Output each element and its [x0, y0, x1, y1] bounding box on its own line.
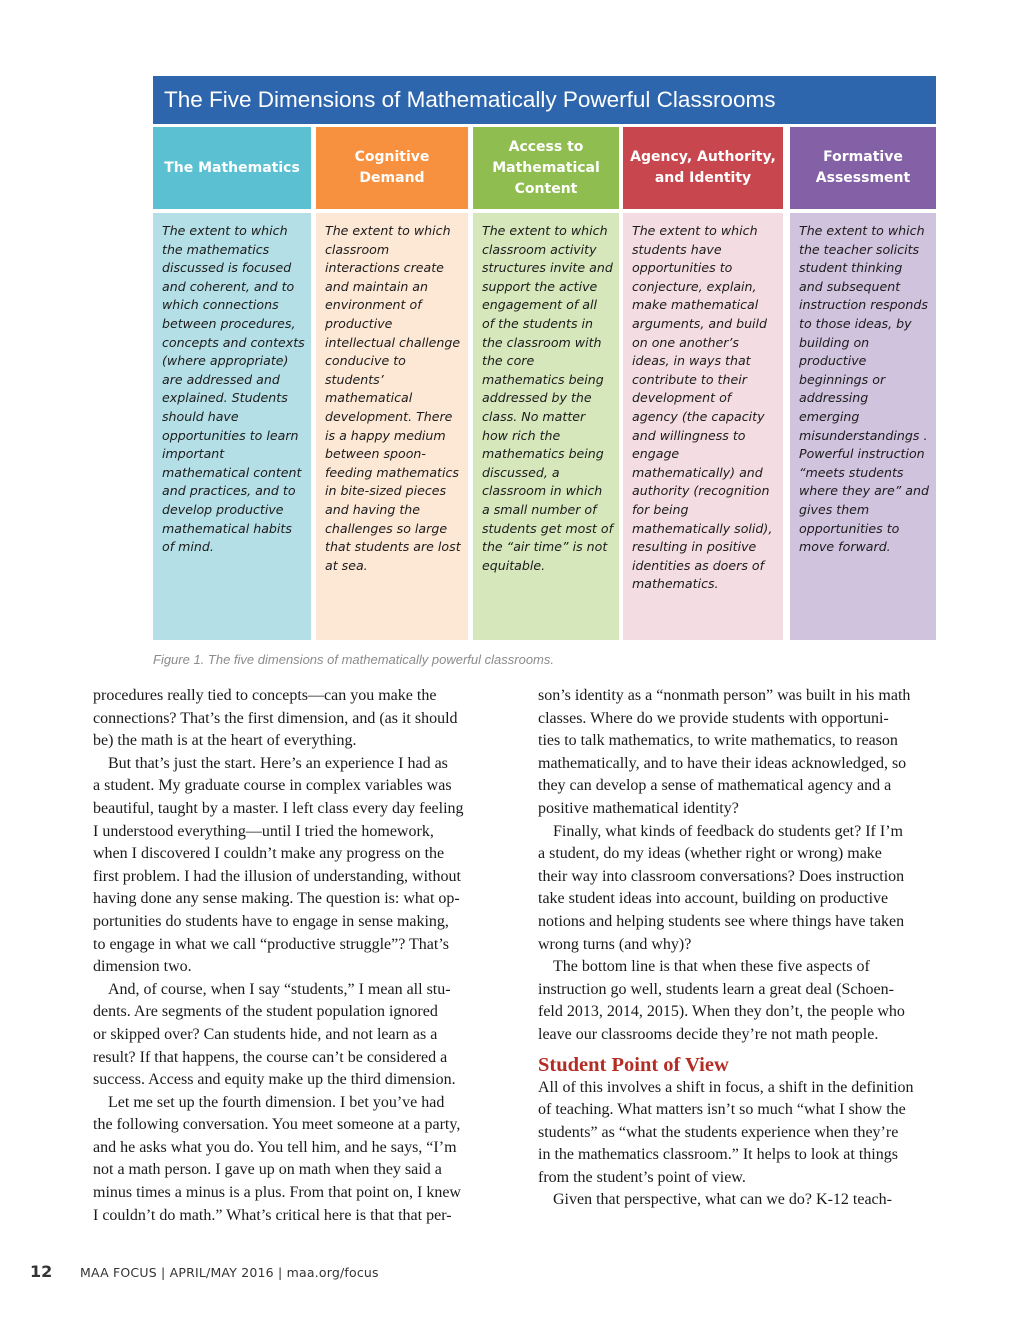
dimension-heading: The Mathematics — [153, 127, 311, 209]
dimension-description: The extent to which classroom activity structures invite and support the active engagement of all of the students in the classroom with the core mathematics being addressed by the class. No matter how rich the mathematics being discussed, a classroom in which a small number of students get most of the “air time” is not equitable. — [473, 213, 619, 640]
dimension-column-access — [473, 127, 619, 640]
dimension-heading: Access to Mathematical Content — [473, 127, 619, 209]
article-column-left — [93, 685, 523, 1227]
paragraph: procedures really tied to concepts—can you make the connections? That’s the first dimension, and (as it should be) the math is at the heart of everything. — [93, 687, 458, 750]
dimension-column-formative-assessment — [790, 127, 936, 640]
paragraph: son’s identity as a “nonmath person” was built in his math classes. Where do we provide students with opportuni- ties to talk mathematics, to write mathematics, to reason mathematically, and to have their ideas acknowledged, so they can develop a sense of mathematical agency and a positive mathematical identity? — [538, 687, 911, 817]
paragraph: Let me set up the fourth dimension. I bet you’ve had the following conversation. You meet someone at a party, and he asks what you do. You tell him, and he says, “I’m not a math person. I gave up on math when they said a minus times a minus is a plus. From that point on, I knew I couldn’t do math.” What’s critical here is that that per- — [93, 1093, 461, 1224]
dimension-column-cognitive-demand — [316, 127, 468, 640]
paragraph: Finally, what kinds of feedback do students get? If I’m a student, do my ideas (whether right or wrong) make their way into classroom conversations? Does instruction take student ideas into account, building on productive notions and helping students see where things have taken wrong turns (and why)? — [538, 822, 905, 953]
dimension-column-agency — [623, 127, 783, 640]
dimension-description: The extent to which the mathematics discussed is focused and coherent, and to which connections between procedures, concepts and contexts (where appropriate) are addressed and explained. Students should have opportunities to learn important mathematical content and practices, and to develop productive mathematical habits of mind. — [153, 213, 311, 640]
paragraph: Given that perspective, what can we do? K-12 teach- — [553, 1191, 892, 1209]
paragraph: But that’s just the start. Here’s an experience I had as a student. My graduate course in complex variables was beautiful, taught by a master. I left class every day feeling I understood everything—until I tried the homework, when I discovered I couldn’t make any progress on the first problem. I had the illusion of understanding, without having done any sense making. The question is: what op- portunities do students have to engage in sense making, to engage in what we call “productive struggle”? That’s dimension two. — [93, 754, 464, 976]
paragraph: And, of course, when I say “students,” I mean all stu- dents. Are segments of the student population ignored or skipped over? Can students hide, and not learn as a result? If that happens, the course can’t be considered a success. Access and equity make up the third dimension. — [93, 980, 456, 1089]
page-number: 12 — [30, 1262, 53, 1281]
paragraph: All of this involves a shift in focus, a shift in the definition of teaching. What matters isn’t so much “what I show the students” as “what the students experience when they’re in the mathematics classroom.” It helps to look at things from the student’s point of view. — [538, 1078, 914, 1186]
section-heading: Student Point of View — [538, 1053, 729, 1076]
page-footer — [30, 1262, 379, 1281]
figure-title: The Five Dimensions of Mathematically Powerful Classrooms — [153, 76, 936, 124]
paragraph: The bottom line is that when these five aspects of instruction go well, students learn a great deal (Schoen- feld 2013, 2014, 2015). When they don’t, the people who leave our classrooms decide they’re not math people. — [538, 958, 905, 1043]
figure-caption: Figure 1. The five dimensions of mathematically powerful classrooms. — [153, 652, 554, 667]
footer-publication: MAA FOCUS | APRIL/MAY 2016 | maa.org/focus — [80, 1265, 379, 1280]
dimension-heading: Cognitive Demand — [316, 127, 468, 209]
dimension-description: The extent to which the teacher solicits student thinking and subsequent instruction responds to those ideas, by building on productive beginnings or addressing emerging misunderstandings . Powerful instruction “meets students where they are” and gives them opportunities to move forward. — [790, 213, 936, 640]
article-column-right — [538, 685, 974, 1212]
dimension-heading: Agency, Authority, and Identity — [623, 127, 783, 209]
dimension-description: The extent to which classroom interactions create and maintain an environment of productive intellectual challenge conducive to students’ mathematical development. There is a happy medium between spoon- feeding mathematics in bite-sized pieces and having the challenges so large that students are lost at sea. — [316, 213, 468, 640]
dimension-column-mathematics — [153, 127, 311, 640]
dimension-description: The extent to which students have opportunities to conjecture, explain, make mathematical arguments, and build on one another’s ideas, in ways that contribute to their development of agency (the capacity and willingness to engage mathematically) and authority (recognition for being mathematically solid), resulting in positive identities as doers of mathematics. — [623, 213, 783, 640]
dimension-heading: Formative Assessment — [790, 127, 936, 209]
